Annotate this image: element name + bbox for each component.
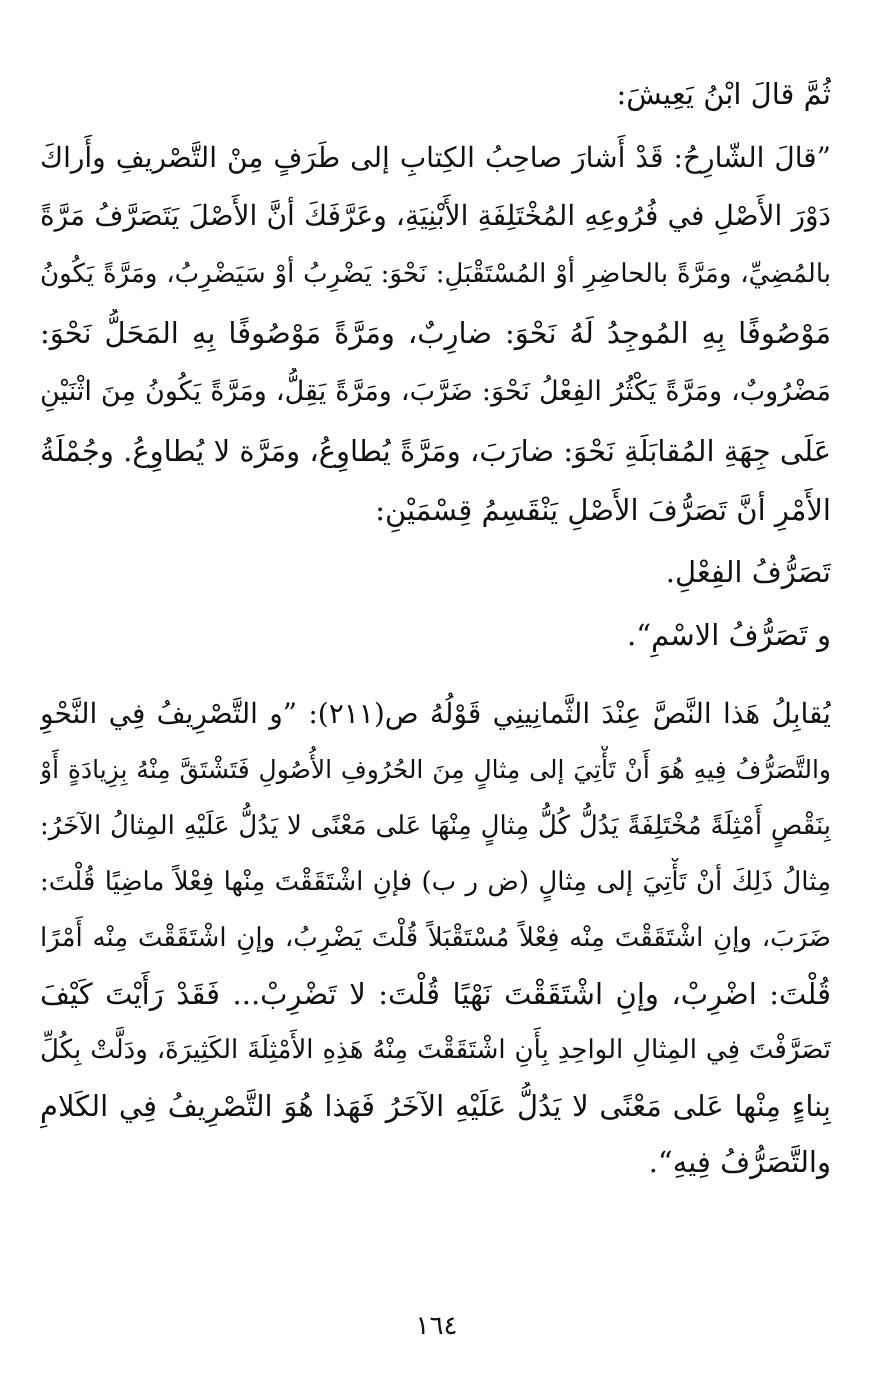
commentary-line-7: تَصَرَّفْتَ فِي المِثالِ الواحِدِ بِأَنِ اشْتَقَقْتَ مِنْهُ هَذِهِ الأَمْثِلَةَ الكَثِيرَةَ، ودَلَّتْ بِكُلِّ bbox=[40, 1035, 831, 1065]
commentary-line-4: مِثالُ ذَلِكَ أنْ تَأْتِيَ إلى مِثالٍ (ض ر ب) فإنِ اشْتَقَقْتَ مِنْها فِعْلاً ماضِيًا قُلْتَ: bbox=[40, 867, 831, 897]
intro-line: ثُمَّ قالَ ابْنُ يَعِيشَ: bbox=[616, 77, 831, 111]
commentary-line-1: يُقابِلُ هَذا النَّصَّ عِنْدَ الثَّمانِينِي قَوْلُهُ ص(٢١١): ”و التَّصْرِيفُ فِي النَّحْوِ bbox=[40, 697, 831, 730]
quote-line-4: مَوْصُوفًا بِهِ المُوجِدُ لَهُ نَحْوَ: ضارِبٌ، ومَرَّةً مَوْصُوفًا بِهِ المَحَلُّ نَحْوَ: bbox=[40, 316, 831, 350]
commentary-line-9: والتَّصَرُّفُ فِيهِ“. bbox=[648, 1145, 831, 1179]
quote-line-5: مَضْرُوبٌ، ومَرَّةً يَكْثُرُ الفِعْلُ نَحْوَ: ضَرَّبَ، ومَرَّةً يَقِلُّ، ومَرَّةً يَكُونُ مِنَ اثْنَيْنِ bbox=[40, 376, 831, 407]
commentary-line-2: والتَّصَرُّفُ فِيهِ هُوَ أَنْ تَأْتِيَ إلى مِثالٍ مِنَ الحُرُوفِ الأُصُولِ فَتَشْتَقَّ مِنْهُ بِزِيادَةٍ أَوْ bbox=[40, 755, 831, 784]
division-item-2: و تَصَرُّفُ الاسْمِ“. bbox=[627, 618, 831, 652]
quote-line-1: ”قالَ الشّارِحُ: قَدْ أَشارَ صاحِبُ الكِتابِ إلى طَرَفٍ مِنْ التَّصْريفِ وأَراكَ bbox=[40, 141, 831, 174]
page-number: ١٦٤ bbox=[415, 1311, 458, 1341]
quote-line-7: الأَمْرِ أنَّ تَصَرُّفَ الأَصْلِ يَنْقَسِمُ قِسْمَيْنِ: bbox=[375, 493, 831, 527]
division-item-1: تَصَرُّفُ الفِعْلِ. bbox=[665, 555, 831, 589]
quote-line-2: دَوْرَ الأَصْلِ في فُرُوعِهِ المُخْتَلِفَةِ الأَبْنِيَةِ، وعَرَّفَكَ أنَّ الأَصْلَ يَتَصَرَّفُ مَرَّةً bbox=[40, 199, 831, 232]
quote-line-3: بالمُضِيِّ، ومَرَّةً بالحاضِرِ أوْ المُسْتَقْبَلِ: نَحْوَ: يَضْرِبُ أوْ سَيَضْرِبُ، ومَرَّةً يَكُونُ bbox=[40, 259, 831, 289]
commentary-line-8: بِناءٍ مِنْها عَلى مَعْنًى لا يَدُلُّ عَلَيْهِ الآخَرُ فَهَذا هُوَ التَّصْرِيفُ فِي الكَلامِ bbox=[40, 1089, 831, 1123]
commentary-line-5: ضَرَبَ، وإنِ اشْتَقَقْتَ مِنْه فِعْلاً مُسْتَقْبَلاً قُلْتَ يَضْرِبُ، وإنِ اشْتَقَقْتَ مِنْه أَمْرًا bbox=[40, 923, 831, 953]
commentary-line-3: بِنَقْصٍ أَمْثِلَةً مُخْتَلِفَةً يَدُلُّ كُلُّ مِثالٍ مِنْهَا عَلى مَعْنًى لا يَدُلُّ عَلَيْهِ المِثالُ الآخَرُ: bbox=[40, 811, 831, 841]
commentary-line-6: قُلْتَ: اضْرِبْ، وإنِ اشْتَقَقْتَ نَهْيًا قُلْتَ: لا تَضْرِبْ... فَقَدْ رَأَيْتَ كَيْفَ bbox=[40, 977, 831, 1011]
quote-line-6: عَلَى جِهَةِ المُقابَلَةِ نَحْوَ: ضارَبَ، ومَرَّةً يُطاوِعُ، ومَرَّة لا يُطاوِعُ. وجُمْلَةُ bbox=[40, 434, 831, 468]
